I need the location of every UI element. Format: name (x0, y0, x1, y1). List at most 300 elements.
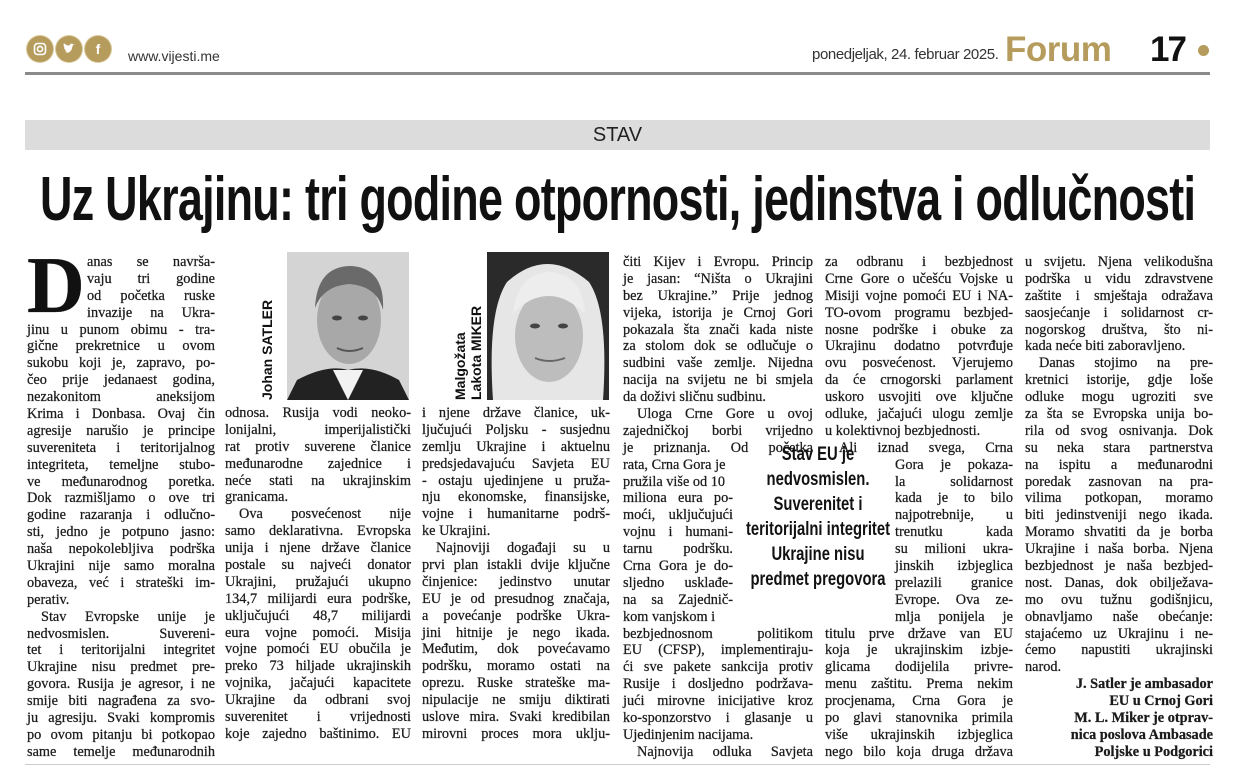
text-line (422, 574, 610, 591)
text-line-content: Gora je pokaza- (895, 456, 1013, 473)
text-line (422, 439, 610, 456)
text-line-content: vilima potkopan, moramo (1025, 490, 1213, 507)
text-line (225, 574, 411, 591)
text-line (422, 456, 610, 473)
pull-quote-line: nedvosmislen. (766, 469, 870, 490)
text-line (623, 626, 813, 643)
text-line-content: same temelje međunarodnih (27, 743, 215, 760)
text-line-content: moći, uključujući (623, 507, 733, 524)
text-line (1025, 490, 1213, 507)
text-line (225, 439, 411, 456)
text-line-content: Krima i Donbasa. Ovaj čin (27, 406, 215, 423)
text-line-content: ljučujući Poljsku - susjednu (422, 421, 610, 438)
text-line (422, 523, 610, 540)
pull-quote-line: Ukrajine nisu (771, 544, 865, 565)
text-line (623, 642, 813, 659)
text-line (825, 676, 1013, 693)
text-line-content: kom vanjskom i (623, 608, 716, 625)
text-line (895, 524, 1013, 541)
text-line-content: Ukrajini nije samo moralna (27, 558, 215, 575)
text-line (623, 474, 733, 491)
text-line (623, 592, 733, 609)
text-line-content: više ukrajinskih izbjeglica (825, 726, 1013, 743)
text-line-content: nacija na svijetu ne bi smjela (623, 372, 813, 389)
text-line-content: la solidarnost (895, 473, 1013, 490)
text-line-content: invazije na Ukra- (87, 304, 215, 321)
text-line-content: Ukrajine da odbrani svoj (225, 692, 411, 709)
text-line-content: je priznanja. Od početka (623, 439, 813, 456)
footer-divider (25, 764, 1210, 765)
text-line (87, 305, 215, 322)
section-name: Forum (1005, 30, 1112, 69)
text-line (27, 406, 215, 423)
text-line-content: zajedničkoj borbi vrijedno (623, 422, 813, 439)
text-line (895, 457, 1013, 474)
text-line-content: na sa Zajednič- (623, 591, 733, 608)
text-line-content: uključujući 48,7 milijardi (225, 607, 411, 624)
text-line-content: Najnovija odluka Savjeta (637, 743, 813, 760)
text-line (225, 675, 411, 692)
text-line-content: obnavljamo naše obećanje: (1025, 608, 1213, 625)
pull-quote-line: Stav EU je (781, 444, 855, 465)
text-line (1025, 558, 1213, 575)
text-line-content: Ukrajine i naša borba. Njena (1025, 541, 1213, 558)
text-line (27, 389, 215, 406)
text-line (27, 575, 215, 592)
text-line-content: odnosa. Rusija vodi neoko- (225, 405, 411, 421)
text-line (422, 675, 610, 692)
text-line-content: samo deklarativna. Evropska (225, 523, 411, 540)
text-line-content: jući mirovne inicijative kroz (623, 693, 813, 710)
text-line (225, 422, 411, 439)
pull-quote-line: predmet pregovora (750, 569, 886, 590)
text-line (623, 322, 813, 339)
text-line-content: nego bilo koja druga država (825, 743, 1013, 760)
text-line-content: kada neće biti zaboravljeno. (1025, 338, 1186, 355)
text-line (27, 355, 215, 372)
text-line-content: Stav Evropske unije je (41, 608, 215, 625)
text-line (27, 642, 215, 659)
text-line (825, 659, 1013, 676)
text-line-content: najpotrebnije, u (895, 507, 1013, 524)
text-line-content: poredak zasnovan na pra- (1025, 473, 1213, 490)
text-line-content: i njene države članice, uk- (422, 405, 610, 421)
text-line (422, 692, 610, 709)
text-line-content: u kolektivnoj bezbjednosti. (825, 422, 981, 439)
text-line-content: oprezu. Ruske strateške ma- (422, 675, 610, 692)
text-line (623, 355, 813, 372)
text-line-content: odluke mogu ugroziti sve (1025, 389, 1213, 406)
site-url[interactable]: www.vijesti.me (128, 48, 220, 64)
text-line (623, 338, 813, 355)
page-number: 17 (1150, 30, 1185, 69)
text-line-content: biti jedinstveniji nego ikada. (1025, 507, 1213, 524)
text-line (1025, 322, 1213, 339)
text-line (27, 609, 215, 626)
text-line (623, 727, 813, 744)
text-line (623, 744, 813, 761)
text-line-content: podrška u vidu zdravstvene (1025, 270, 1213, 287)
text-line (825, 406, 1013, 423)
text-line-content: miliona eura po- (623, 490, 733, 507)
text-line (422, 641, 610, 658)
text-line-content: Ukrajini, pružajući ukupno (225, 573, 411, 590)
text-line (623, 609, 733, 626)
text-line-content: čeo prije jedanaest godina, (27, 372, 215, 389)
text-line (1025, 271, 1213, 288)
text-line-content: koja je ukrajinskim izbje- (825, 642, 1013, 659)
text-line (1025, 541, 1213, 558)
text-line-content: sti, jedno je potpuno jasno: (27, 524, 215, 541)
text-line (825, 355, 1013, 372)
text-line (225, 489, 411, 506)
text-line-content: Uloga Crne Gore u ovoj (637, 406, 813, 423)
text-line-content: menu zaštitu. Prema nekim (825, 676, 1013, 693)
text-line (1025, 254, 1213, 271)
text-line (422, 658, 610, 675)
text-line-content: EU je od presudnog značaja, (422, 590, 610, 607)
text-line-content: bezbjednost je naša bezbjed- (1025, 558, 1213, 575)
text-line-content: Ali iznad svega, Crna (839, 439, 1013, 456)
text-line-content: EU (CFSP), implementiraju- (623, 642, 813, 659)
text-line (27, 676, 215, 693)
text-line (87, 288, 215, 305)
article-column-1 (27, 242, 215, 761)
author-photo-satler (287, 252, 409, 400)
text-line-content: su milioni ukra- (895, 541, 1013, 558)
text-line-content: rila od svog osnivanja. Dok (1025, 422, 1213, 439)
text-line (825, 322, 1013, 339)
text-line-content: integriteta, temeljne stubo- (27, 456, 215, 473)
text-line (1025, 507, 1213, 524)
text-line (225, 405, 411, 422)
text-line-content: činjenice: jedinstvo unutar (422, 573, 610, 590)
text-line-content: godine razaranja i odlučno- (27, 507, 215, 524)
text-line (27, 457, 215, 474)
text-line-content: za stolom dok se odlučuje o (623, 338, 813, 355)
text-line-content: nost. Danas, dok obilježava- (1025, 574, 1213, 591)
text-line-content: nezakonitom aneksijom (27, 389, 215, 406)
text-line (422, 473, 610, 490)
text-line (1025, 423, 1213, 440)
text-line-content: Međutim, dok povećavamo (422, 641, 610, 658)
twitter-icon[interactable] (56, 36, 82, 62)
text-line-content: ko-sponzorstvo i glasanje u (623, 710, 813, 727)
text-line (623, 693, 813, 710)
text-line-content: uskoro usvojiti ove ključne (825, 389, 1013, 406)
header-divider (25, 72, 1210, 75)
text-line (825, 288, 1013, 305)
text-line-content: podršku, moramo ostati na (422, 658, 610, 675)
author-byline-miker (452, 306, 484, 400)
text-line (422, 591, 610, 608)
text-line-content: Crna Gora je do- (623, 558, 733, 575)
author-signature-line: Poljske u Podgorici (1094, 743, 1213, 760)
text-line-content: sudbini vaše zemlje. Nijedna (623, 355, 813, 372)
text-line (422, 506, 610, 523)
text-line (825, 423, 1013, 440)
text-line (27, 727, 215, 744)
text-line-content: lonijalni, imperijalistički (225, 421, 411, 438)
text-line (27, 490, 215, 507)
text-line (1025, 338, 1213, 355)
text-line (623, 659, 813, 676)
text-line (1025, 389, 1213, 406)
text-line (623, 710, 813, 727)
text-line-content: postale su najveći donator (225, 557, 411, 574)
text-line (1025, 659, 1213, 676)
text-line (1025, 474, 1213, 491)
text-line (87, 271, 215, 288)
text-line-content: nogorskog društva, što ni- (1025, 321, 1213, 338)
author-signature-line: EU u Crnoj Gori (1109, 693, 1213, 710)
text-line (825, 626, 1013, 643)
text-line-content: suvereniteta i teritorijalnog (27, 439, 215, 456)
text-line-content: vojnu i humani- (623, 524, 733, 541)
text-line (225, 540, 411, 557)
author-byline-satler: Johan SATLER (259, 299, 275, 400)
text-line-content: nedvosmislen. Suvereni- (27, 625, 215, 642)
text-line-content: Rusije i dosljedno podržava- (623, 676, 813, 693)
text-line-content: Danas stojimo na pre- (1039, 355, 1213, 372)
text-line-content: koje zajedno baštinimo. EU (225, 725, 411, 742)
text-line (27, 558, 215, 575)
text-line (225, 591, 411, 608)
text-line-content: mirovni proces mora uklju- (422, 725, 610, 742)
text-line-content: u svijetu. Njena velikodušna (1025, 254, 1213, 270)
text-line-content: gične prekretnice u ovom (27, 338, 215, 355)
text-line-content: po glavi stanovnika primila (825, 710, 1013, 727)
text-line (825, 727, 1013, 744)
text-line (422, 489, 610, 506)
text-line (1025, 524, 1213, 541)
text-line (825, 372, 1013, 389)
text-line-content: čiti Kijev i Evropu. Princip (623, 254, 813, 270)
text-line (422, 625, 610, 642)
text-line-content: zaštite i smještaja odražava (1025, 287, 1213, 304)
facebook-icon[interactable]: f (85, 36, 111, 62)
text-line-content: Ukrajinu dodatno potvrđuje (825, 338, 1013, 355)
text-line (825, 338, 1013, 355)
text-line (825, 744, 1013, 761)
text-line (623, 541, 733, 558)
text-line-content: smije biti nagrađena za svo- (27, 693, 215, 710)
text-line (422, 405, 610, 422)
text-line-content: nju ekonomske, finansijske, (422, 489, 610, 506)
text-line-content: a povećanje podrške Ukra- (422, 607, 610, 624)
instagram-icon[interactable] (27, 36, 53, 62)
text-line-content: titulu prve države van EU (825, 625, 1013, 642)
text-line-content: sljedno usklađe- (623, 574, 733, 591)
article-column-6 (1025, 254, 1213, 761)
text-line (1025, 592, 1213, 609)
text-line-content: saosjećanje i solidarnost cr- (1025, 304, 1213, 321)
text-line (623, 490, 733, 507)
text-line-content: po ovom pitanju bi potkopao (27, 726, 215, 743)
social-icons (27, 36, 111, 62)
drop-cap: D (27, 242, 85, 330)
text-line-content: 134,7 milijardi eura podrške, (225, 590, 411, 607)
text-line-content: narod. (1025, 659, 1062, 676)
text-line (225, 658, 411, 675)
text-line (1025, 288, 1213, 305)
text-line-content: prelazili granice (895, 574, 1013, 591)
text-line (27, 541, 215, 558)
text-line (825, 254, 1013, 271)
text-line (27, 626, 215, 643)
text-line-content: ći sve pakete sankcija protiv (623, 659, 813, 676)
text-line-content: sukobu koji je, zapravo, po- (27, 355, 215, 372)
text-line-content: Najnoviji događaji su u (436, 540, 610, 557)
text-line-content: zemlju Ukrajine i aktuelnu (422, 438, 610, 455)
text-line-content: pružila više od 10 (623, 473, 726, 490)
text-line (1025, 626, 1213, 643)
text-line (623, 305, 813, 322)
text-line-content: govora. Rusija je agresor, i ne (27, 676, 215, 693)
text-line-content: za odbranu i bezbjednost (825, 254, 1013, 270)
author-photo-miker (487, 252, 609, 400)
text-line-content: obaveza, već i strateški im- (27, 574, 215, 591)
text-line (1025, 642, 1213, 659)
text-line-content: Evrope. Ova ze- (895, 591, 1013, 608)
text-line (422, 557, 610, 574)
text-line-content: agresije narušio je principe (27, 422, 215, 439)
text-line-content: ovu posvećenost. Vjerujemo (825, 355, 1013, 372)
text-line-content: TO-ovom programu bezbjed- (825, 304, 1013, 321)
text-line-content: vojne pomoći EU obučila je (225, 641, 411, 658)
text-line (623, 406, 813, 423)
text-line-content: preko 73 hiljade ukrajinskih (225, 658, 411, 675)
text-line (895, 609, 1013, 626)
text-line (225, 506, 411, 523)
text-line (1025, 440, 1213, 457)
bullet-dot (1198, 45, 1209, 56)
text-line-content: unija i njene države članice (225, 540, 411, 557)
text-line (895, 474, 1013, 491)
text-line-content: uslove mira. Svaki kredibilan (422, 709, 610, 726)
text-line (27, 592, 215, 609)
text-line (422, 726, 610, 743)
text-line-content: međunarodne zajednice i (225, 455, 411, 472)
text-line (225, 641, 411, 658)
article-headline: Uz Ukrajinu: tri godine otpornosti, jedinstva i odlučnosti (40, 165, 1196, 234)
text-line (422, 709, 610, 726)
author-signature-line: M. L. Miker je otprav- (1074, 710, 1213, 727)
text-line (623, 271, 813, 288)
pull-quote (742, 442, 894, 592)
text-line-content: Crne Gore o učešću Vojske u (825, 270, 1013, 287)
text-line (225, 709, 411, 726)
text-line-content: mo ovu tužnu godišnjicu, (1025, 591, 1213, 608)
text-line (87, 254, 215, 271)
text-line (825, 305, 1013, 322)
text-line (895, 541, 1013, 558)
text-line (895, 592, 1013, 609)
text-line-content: na ispitu a međunarodni (1025, 456, 1213, 473)
text-line (825, 710, 1013, 727)
text-line (623, 423, 813, 440)
rubric-label: STAV (25, 120, 1210, 150)
text-line (623, 575, 733, 592)
text-line-content: kada je to bilo (895, 490, 1013, 507)
text-line-content: vojne i humanitarne podrš- (422, 506, 610, 523)
text-line-content: perativ. (27, 591, 70, 608)
text-line-content: naša nepokolebljiva podrška (27, 541, 215, 558)
text-line-content: od početka ruske (87, 287, 215, 304)
text-line-content: nosne podrške i obuke za (825, 321, 1013, 338)
text-line-content: rat protiv suverene članice (225, 438, 411, 455)
text-line (27, 744, 215, 761)
text-line (825, 693, 1013, 710)
text-line (1025, 406, 1213, 423)
text-line (27, 338, 215, 355)
text-line-content: vijeka, istorija je Crnoj Gori (623, 304, 813, 321)
text-line-content: bezbjednosnom politikom (623, 625, 813, 642)
text-line-content: vaju tri godine (87, 270, 215, 287)
text-line (623, 457, 733, 474)
text-line (27, 524, 215, 541)
text-line (623, 676, 813, 693)
text-line (27, 693, 215, 710)
text-line-content: - ostaju ujedinjene u pruža- (422, 472, 610, 489)
text-line-content: vojnika, jačajući kapacitete (225, 675, 411, 692)
text-line (225, 456, 411, 473)
text-line (1025, 355, 1213, 372)
text-line (895, 575, 1013, 592)
text-line-content: eura vojne pomoći. Misija (225, 624, 411, 641)
text-line-content: je jasan: “Ništa o Ukrajini (623, 270, 813, 287)
text-line (623, 524, 733, 541)
text-line-content: jinskih izbjeglica (895, 558, 1013, 575)
text-line (27, 372, 215, 389)
text-line (27, 440, 215, 457)
text-line (422, 422, 610, 439)
text-line (27, 423, 215, 440)
text-line (623, 288, 813, 305)
text-line (225, 726, 411, 743)
text-line-content: tarnu podršku. (623, 541, 733, 558)
text-line-content: nipulacije ne smiju diktirati (422, 692, 610, 709)
text-line-content: pokazala šta znači kada niste (623, 321, 813, 338)
text-line (225, 473, 411, 490)
text-line-content: Dok razmišljamo o ove tri (27, 490, 215, 507)
text-line (825, 642, 1013, 659)
author-first-name: Malgožata (452, 332, 468, 400)
text-line (225, 692, 411, 709)
text-line-content: ju agresiju. Svaki kompromis (27, 710, 215, 727)
text-line-content: Ova posvećenost nije (239, 506, 411, 523)
text-line-content: jinu u punom obimu - tra- (27, 321, 215, 338)
text-line (225, 523, 411, 540)
author-signature-line: J. Satler je ambasador (1075, 676, 1213, 693)
text-line-content: Ukrajine nisu predmet pre- (27, 659, 215, 676)
text-line (1025, 372, 1213, 389)
text-line-content: granicama. (225, 489, 289, 506)
text-line-content: ve međunarodnog poretka. (27, 473, 215, 490)
text-line-content: da doživi sličnu sudbinu. (623, 389, 766, 406)
text-line (1025, 575, 1213, 592)
text-line (825, 271, 1013, 288)
text-line (1025, 305, 1213, 322)
text-line-content: predsjedavajuću Savjeta EU (422, 455, 610, 472)
text-line-content: Ujedinjenim nacijama. (623, 726, 754, 743)
pull-quote-line: Suverenitet i (773, 494, 863, 515)
text-line-content: tet i teritorijalni integritet (27, 642, 215, 659)
text-line (225, 608, 411, 625)
text-line (623, 372, 813, 389)
pull-quote-line: teritorijalni integritet (745, 519, 891, 540)
text-line (27, 474, 215, 491)
